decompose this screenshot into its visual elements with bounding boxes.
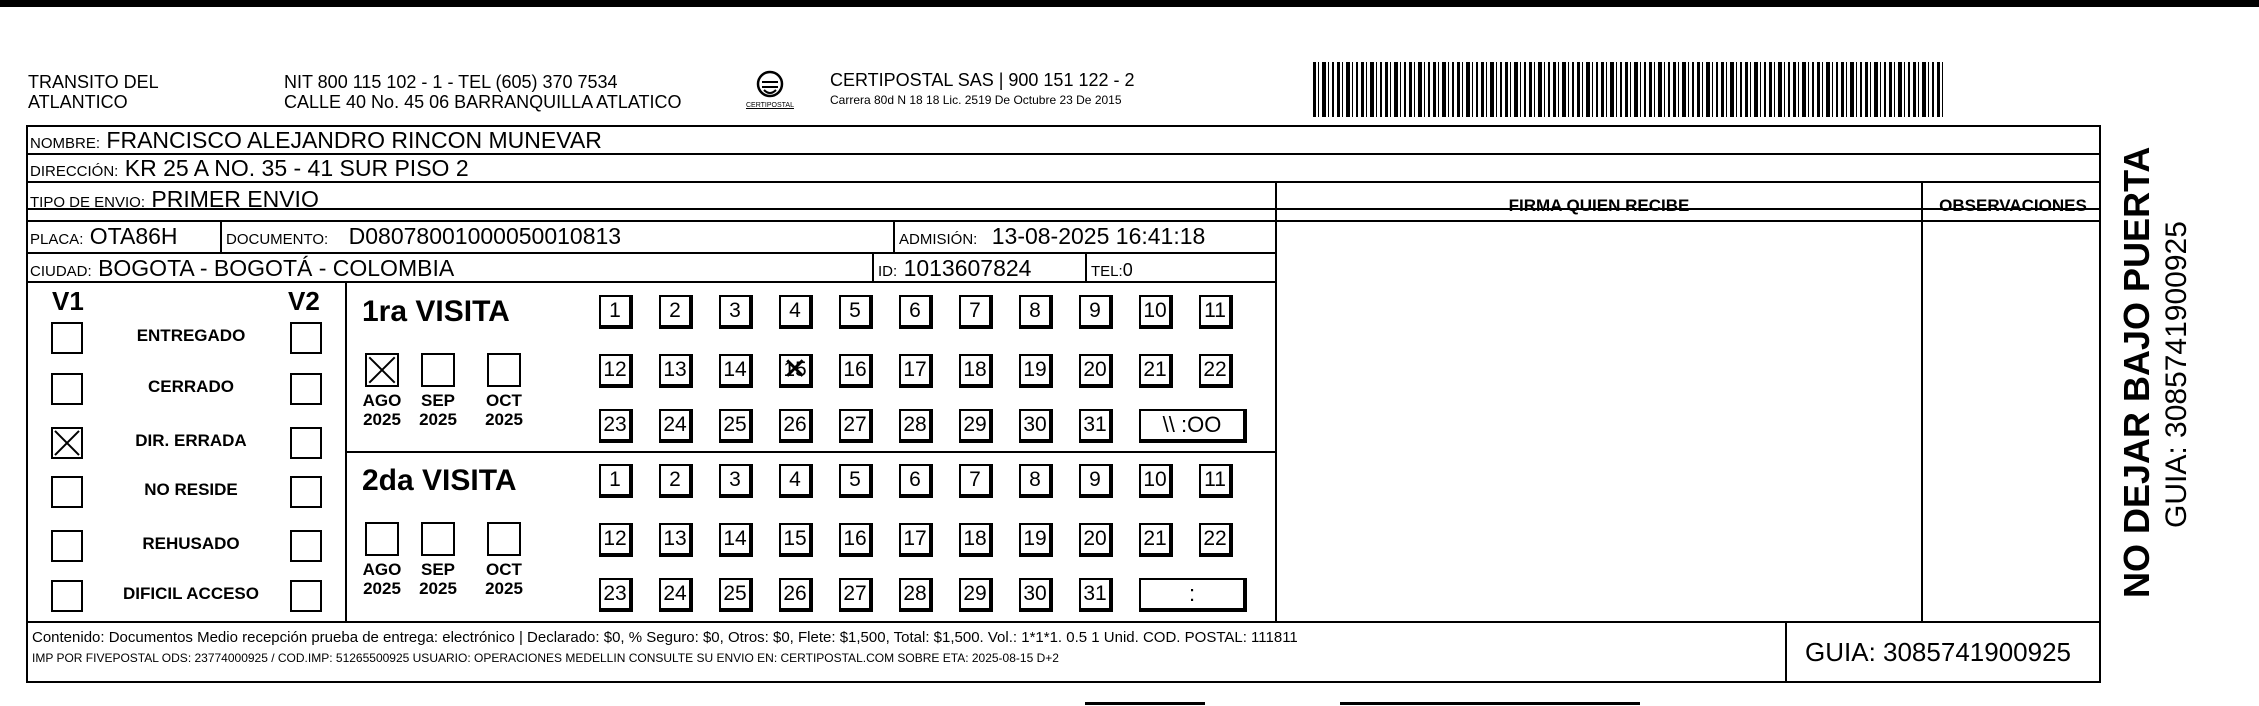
day-box[interactable]: 19 xyxy=(1019,354,1053,388)
v1-checkbox[interactable] xyxy=(51,530,83,562)
month-checkbox[interactable] xyxy=(365,353,399,387)
recipient-address: KR 25 A NO. 35 - 41 SUR PISO 2 xyxy=(124,155,469,181)
day-box[interactable]: 9 xyxy=(1079,295,1113,329)
bottom-mark xyxy=(1085,702,1205,705)
day-box[interactable]: 11 xyxy=(1199,464,1233,498)
col-line xyxy=(872,252,874,281)
day-box[interactable]: 25 xyxy=(719,578,753,612)
day-box[interactable]: 14 xyxy=(719,354,753,388)
day-box[interactable]: 24 xyxy=(659,409,693,443)
sender-contact xyxy=(284,72,682,112)
footer-line xyxy=(26,621,2101,623)
city-row xyxy=(30,255,454,285)
day-box[interactable]: 21 xyxy=(1139,354,1173,388)
visit-title: 2da VISITA xyxy=(362,464,517,497)
day-box[interactable]: 3 xyxy=(719,464,753,498)
document-row xyxy=(226,223,621,253)
v1-checkbox[interactable] xyxy=(51,373,83,405)
city-value: BOGOTA - BOGOTÁ - COLOMBIA xyxy=(98,255,455,281)
month-year: 2025 xyxy=(419,410,457,429)
day-box[interactable]: 27 xyxy=(839,578,873,612)
month-year: 2025 xyxy=(363,410,401,429)
footer-guia: GUIA: 3085741900925 xyxy=(1805,637,2071,667)
day-box[interactable]: 15 ✕ xyxy=(779,354,813,388)
v1-checkbox[interactable] xyxy=(51,580,83,612)
admission-label: ADMISIÓN: xyxy=(899,231,978,248)
month-name: OCT xyxy=(486,560,522,579)
day-box[interactable]: 20 xyxy=(1079,354,1113,388)
send-type: PRIMER ENVIO xyxy=(151,186,319,212)
visit-title: 1ra VISITA xyxy=(362,295,510,328)
month-label xyxy=(409,391,467,429)
observations-column-header: OBSERVACIONES xyxy=(1939,196,2087,215)
name-label: NOMBRE: xyxy=(30,135,101,152)
content-line: Contenido: Documentos Medio recepción prueba de entrega: electrónico | Declarado: $0, % Seguro: $0, Otros: $0, Flete: $1,500, Total: $1,500. Vol.: 1*1*1. 0.5 1 Unid. COD. POSTAL: 111811 xyxy=(32,629,1298,646)
v1-label: V1 xyxy=(52,286,84,316)
signature-column-header: FIRMA QUIEN RECIBE xyxy=(1508,196,1690,215)
address-label: DIRECCIÓN: xyxy=(30,163,119,180)
tel-row xyxy=(1091,257,1133,285)
month-year: 2025 xyxy=(363,579,401,598)
day-box[interactable]: 8 xyxy=(1019,464,1053,498)
month-name: SEP xyxy=(420,560,456,579)
v2-checkbox[interactable] xyxy=(290,427,322,459)
recipient-name: FRANCISCO ALEJANDRO RINCON MUNEVAR xyxy=(106,127,602,153)
col-line xyxy=(345,281,347,621)
day-box[interactable]: 5 xyxy=(839,295,873,329)
day-box[interactable]: 23 xyxy=(599,409,633,443)
id-label: ID: xyxy=(878,263,898,280)
sender-name xyxy=(28,72,159,112)
day-box[interactable]: 6 xyxy=(899,464,933,498)
barcode xyxy=(1313,62,1945,117)
col-line xyxy=(893,220,895,253)
plate-value: OTA86H xyxy=(89,223,178,249)
logo-text: CERTIPOSTAL xyxy=(746,102,794,109)
month-checkbox[interactable] xyxy=(365,522,399,556)
day-box[interactable]: 30 xyxy=(1019,578,1053,612)
day-box[interactable]: 24 xyxy=(659,578,693,612)
side-warning: NO DEJAR BAJO PUERTA xyxy=(2116,146,2157,598)
visit-divider xyxy=(345,451,1277,453)
day-box[interactable]: 12 xyxy=(599,354,633,388)
month-name: OCT xyxy=(486,391,522,410)
day-box[interactable]: 26 xyxy=(779,578,813,612)
day-box[interactable]: 23 xyxy=(599,578,633,612)
month-year: 2025 xyxy=(485,410,523,429)
day-box[interactable]: 1 xyxy=(599,464,633,498)
col-line xyxy=(220,220,222,253)
day-box[interactable]: 12 xyxy=(599,523,633,557)
day-box[interactable]: 31 xyxy=(1079,578,1113,612)
send-type-label: TIPO DE ENVIO: xyxy=(30,194,146,211)
day-box[interactable]: 11 xyxy=(1199,295,1233,329)
day-box[interactable]: 5 xyxy=(839,464,873,498)
nit-line: NIT 800 115 102 - 1 - TEL (605) 370 7534 xyxy=(284,72,618,92)
id-row xyxy=(878,255,1031,285)
day-box[interactable]: 21 xyxy=(1139,523,1173,557)
send-type-row xyxy=(30,186,319,216)
day-box[interactable]: 10 xyxy=(1139,295,1173,329)
col-line xyxy=(1085,252,1087,281)
day-box[interactable]: 29 xyxy=(959,409,993,443)
recipient-address-row xyxy=(30,155,469,185)
day-box[interactable]: 1 xyxy=(599,295,633,329)
day-box[interactable]: 22 xyxy=(1199,354,1233,388)
day-box[interactable]: 15 xyxy=(779,523,813,557)
logo-icon xyxy=(740,68,800,118)
visit-time-field[interactable]: \\ :OO xyxy=(1139,409,1247,443)
top-border xyxy=(0,0,2259,7)
day-box[interactable]: 19 xyxy=(1019,523,1053,557)
day-box[interactable]: 4 xyxy=(779,464,813,498)
status-label: DIFICIL ACCESO xyxy=(122,584,259,603)
v2-label: V2 xyxy=(288,286,320,316)
day-box[interactable]: 17 xyxy=(899,354,933,388)
month-name: AGO xyxy=(362,391,402,410)
day-box[interactable]: 2 xyxy=(659,464,693,498)
day-box[interactable]: 27 xyxy=(839,409,873,443)
v2-checkbox[interactable] xyxy=(290,580,322,612)
day-box[interactable]: 30 xyxy=(1019,409,1053,443)
status-label: DIR. ERRADA xyxy=(135,431,247,450)
observations-area[interactable] xyxy=(1925,222,2101,621)
month-checkbox[interactable] xyxy=(487,353,521,387)
day-box[interactable]: 26 xyxy=(779,409,813,443)
day-box[interactable]: 18 xyxy=(959,523,993,557)
v1-checkbox[interactable] xyxy=(51,322,83,354)
courier-line: CERTIPOSTAL SAS | 900 151 122 - 2 xyxy=(830,70,1135,90)
imp-line: IMP POR FIVEPOSTAL ODS: 23774000925 / COD.IMP: 51265500925 USUARIO: OPERACIONES MEDELLIN CONSULTE SU ENVIO EN: CERTIPOSTAL.COM SOBRE ETA: 2025-08-15 D+2 xyxy=(32,651,1059,665)
month-label xyxy=(353,560,411,598)
day-box[interactable]: 3 xyxy=(719,295,753,329)
v2-checkbox[interactable] xyxy=(290,530,322,562)
month-checkbox[interactable] xyxy=(487,522,521,556)
v1-checkbox[interactable] xyxy=(51,427,83,459)
day-box[interactable]: 14 xyxy=(719,523,753,557)
admission-row xyxy=(899,223,1205,253)
document-value: D08078001000050010813 xyxy=(348,223,622,249)
month-label xyxy=(475,391,533,429)
tel-value: 0 xyxy=(1122,260,1133,280)
sender-address-line: CALLE 40 No. 45 06 BARRANQUILLA ATLATICO xyxy=(284,92,682,112)
sender-line-2: ATLANTICO xyxy=(28,92,128,112)
month-checkbox[interactable] xyxy=(421,353,455,387)
col-line xyxy=(1785,621,1787,683)
v1-checkbox[interactable] xyxy=(51,476,83,508)
bottom-mark xyxy=(1340,702,1640,705)
day-box[interactable]: 6 xyxy=(899,295,933,329)
day-box[interactable]: 28 xyxy=(899,409,933,443)
status-label: CERRADO xyxy=(148,377,234,396)
status-label: REHUSADO xyxy=(142,534,240,553)
day-box[interactable]: 16 xyxy=(839,523,873,557)
recipient-name-row xyxy=(30,127,602,157)
day-box[interactable]: 22 xyxy=(1199,523,1233,557)
day-box[interactable]: 17 xyxy=(899,523,933,557)
month-name: AGO xyxy=(362,560,402,579)
month-checkbox[interactable] xyxy=(421,522,455,556)
day-box[interactable]: 13 xyxy=(659,523,693,557)
license-line: Carrera 80d N 18 18 Lic. 2519 De Octubre 23 De 2015 xyxy=(830,93,1122,107)
courier-info xyxy=(830,70,1135,107)
day-box[interactable]: 25 xyxy=(719,409,753,443)
day-box[interactable]: 4 xyxy=(779,295,813,329)
day-box[interactable]: 28 xyxy=(899,578,933,612)
day-box[interactable]: 2 xyxy=(659,295,693,329)
day-box[interactable]: 8 xyxy=(1019,295,1053,329)
month-label xyxy=(353,391,411,429)
month-year: 2025 xyxy=(485,579,523,598)
day-box[interactable]: 20 xyxy=(1079,523,1113,557)
tel-label: TEL: xyxy=(1091,263,1123,280)
v2-checkbox[interactable] xyxy=(290,476,322,508)
day-box[interactable]: 29 xyxy=(959,578,993,612)
month-label xyxy=(475,560,533,598)
certipostal-logo xyxy=(740,68,800,118)
side-guia: GUIA: 3085741900925 xyxy=(2160,221,2193,528)
visit-time-field[interactable]: : xyxy=(1139,578,1247,612)
day-box[interactable]: 13 xyxy=(659,354,693,388)
month-name: SEP xyxy=(420,391,456,410)
status-label: NO RESIDE xyxy=(144,480,238,499)
plate-label: PLACA: xyxy=(30,231,84,248)
day-box[interactable]: 16 xyxy=(839,354,873,388)
id-value: 1013607824 xyxy=(903,255,1032,281)
sender-line-1: TRANSITO DEL xyxy=(28,72,159,92)
document-label: DOCUMENTO: xyxy=(226,231,329,248)
day-box[interactable]: 7 xyxy=(959,295,993,329)
plate-row xyxy=(30,223,178,253)
day-box[interactable]: 9 xyxy=(1079,464,1113,498)
admission-value: 13-08-2025 16:41:18 xyxy=(991,223,1206,249)
city-label: CIUDAD: xyxy=(30,263,92,280)
v2-checkbox[interactable] xyxy=(290,373,322,405)
day-box[interactable]: 7 xyxy=(959,464,993,498)
day-box[interactable]: 31 xyxy=(1079,409,1113,443)
status-label: ENTREGADO xyxy=(136,326,246,345)
month-label xyxy=(409,560,467,598)
col-line xyxy=(1921,181,1923,621)
v2-checkbox[interactable] xyxy=(290,322,322,354)
month-year: 2025 xyxy=(419,579,457,598)
signature-area[interactable] xyxy=(1277,222,1921,621)
day-box[interactable]: 10 xyxy=(1139,464,1173,498)
day-box[interactable]: 18 xyxy=(959,354,993,388)
